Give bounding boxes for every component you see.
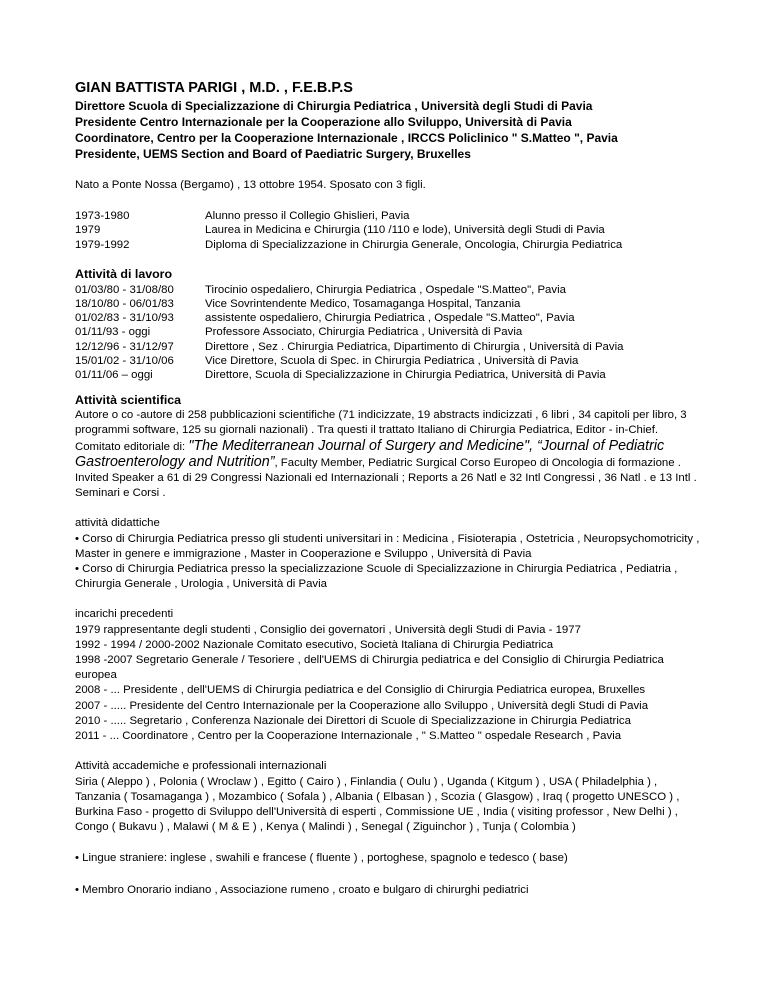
languages-text: • Lingue straniere: inglese , swahili e francese ( fluente ) , portoghese, spagnolo e tedesco ( base) [75,852,568,865]
birth-info: Nato a Ponte Nossa (Bergamo) , 13 ottobre 1954. Sposato con 3 figli. [75,179,426,191]
previous-item: 1992 - 1994 / 2000-2002 Nazionale Comitato esecutivo, Società Italiana di Chirurgia Pediatrica [75,638,554,651]
previous-roles-section [75,607,705,744]
work-text: Vice Sovrintendente Medico, Tosamaganga Hospital, Tanzania [205,298,521,311]
science-text-a: Autore o co -autore di 258 pubblicazioni scientifiche (71 indicizzate, 19 abstracts indicizzati , 6 libri , 34 capitoli per libro, 3 programmi software, 125 su giornali nazionali) . Tra questi il trattato Italiano di Chirurgia Pediatrica, Editor - in-Chief. Comitato editoriale di: [75,409,687,453]
teaching-item: • Corso di Chirurgia Pediatrica presso la specializzazione Scuole di Specializzazione in Chirurgia Pediatrica , Pediatria , Chirurgia Generale , Urologia , Università di Pavia [75,563,678,591]
education-text: Laurea in Medicina e Chirurgia (110 /110 e lode), Università degli Studi di Pavia [205,224,605,237]
international-section [75,759,705,835]
work-text: Tirocinio ospedaliero, Chirurgia Pediatrica , Ospedale "S.Matteo", Pavia [205,283,566,296]
titles-list [75,98,705,162]
cv-page [75,80,705,898]
previous-item: 2011 - ... Coordinatore , Centro per la Cooperazione Internazionale , " S.Matteo " ospedale Research , Pavia [75,730,622,743]
previous-item: 1979 rappresentante degli studenti , Consiglio dei governatori , Università degli Studi di Pavia - 1977 [75,623,581,636]
person-name: GIAN BATTISTA PARIGI , M.D. , F.E.B.P.S [75,80,353,96]
education-date: 1979 [75,224,101,237]
journal-1: "The Mediterranean Journal of Surgery and Medicine" [188,437,530,454]
education-date: 1979-1992 [75,238,130,251]
title-line: Presidente, UEMS Section and Board of Paediatric Surgery, Bruxelles [75,147,471,161]
invited-speaker-text: Invited Speaker a 61 di 29 Congressi Nazionali ed Internazionali ; Reports a 26 Natl e 32 Intl Congressi , 36 Natl . e 13 Intl . Seminari e Corsi . [75,472,697,500]
work-date: 15/01/02 - 31/10/06 [75,354,174,367]
previous-item: 1998 -2007 Segretario Generale / Tesoriere , dell'UEMS di Chirurgia pediatrica e del Consiglio di Chirurgia Pediatrica europea [75,654,664,682]
journal-2: “Journal of Pediatric Gastroenterology and Nutrition” [75,437,665,470]
teaching-section [75,516,705,592]
education-text: Alunno presso il Collegio Ghislieri, Pavia [205,210,410,223]
work-date: 18/10/80 - 06/01/83 [75,298,174,311]
journal-separator: , [529,437,538,454]
work-date: 01/02/83 - 31/10/93 [75,312,174,325]
education-list [75,209,705,252]
teaching-heading: attività didattiche [75,517,160,530]
education-text: Diploma di Specializzazione in Chirurgia Generale, Oncologia, Chirurgia Pediatrica [205,238,623,251]
title-line: Coordinatore, Centro per la Cooperazione Internazionale , IRCCS Policlinico " S.Matteo ", Pavia [75,131,618,145]
work-text: Vice Direttore, Scuola di Spec. in Chirurgia Pediatrica , Università di Pavia [205,354,579,367]
membership-text: • Membro Onorario indiano , Associazione rumeno , croato e bulgaro di chirurghi pediatrici [75,883,529,896]
work-date: 01/11/93 - oggi [75,326,151,339]
work-text: Direttore, Scuola di Specializzazione in Chirurgia Pediatrica, Università di Pavia [205,369,606,382]
work-date: 12/12/96 - 31/12/97 [75,340,174,353]
work-text: Professore Associato, Chirurgia Pediatrica , Università di Pavia [205,326,523,339]
international-text: Siria ( Aleppo ) , Polonia ( Wroclaw ) , Egitto ( Cairo ) , Finlandia ( Oulu ) , Uganda ( Kitgum ) , USA ( Philadelphia ) , Tanzania ( Tosamaganga ) , Mozambico ( Sofala ) , Albania ( Elbasan ) , Scozia ( Glasgow) , Iraq ( progetto UNESCO ) , Burkina Faso - progetto di Sviluppo dell'Università di esperti , Commissione UE , India ( visiting professor , New Delhi ) , Congo ( Bukavu ) , Malawi ( M & E ) , Kenya ( Malindi ) , Senegal ( Ziguinchor ) , Tunja ( Colombia ) [75,775,680,834]
teaching-item: • Corso di Chirurgia Pediatrica presso gli studenti universitari in : Medicina , Fisioterapia , Ostetricia , Neuropsychomotricity , Master in genere e immigrazione , Master in Cooperazione e Sviluppo , Università di Pavia [75,532,700,560]
previous-heading: incarichi precedenti [75,608,174,621]
previous-item: 2007 - ..... Presidente del Centro Internazionale per la Cooperazione allo Sviluppo , Università degli Studi di Pavia [75,699,649,712]
work-text: assistente ospedaliero, Chirurgia Pediatrica , Ospedale "S.Matteo", Pavia [205,312,575,325]
work-list [75,283,705,382]
work-text: Direttore , Sez . Chirurgia Pediatrica, Dipartimento di Chirurgia , Università di Pavia [205,340,624,353]
previous-item: 2008 - ... Presidente , dell'UEMS di Chirurgia pediatrica e del Consiglio di Chirurgia Pediatrica europea, Bruxelles [75,684,646,697]
international-heading: Attività accademiche e professionali internazionali [75,760,327,773]
title-line: Direttore Scuola di Specializzazione di Chirurgia Pediatrica , Università degli Studi di Pavia [75,99,593,113]
work-date: 01/11/06 – oggi [75,369,153,382]
work-date: 01/03/80 - 31/08/80 [75,283,174,296]
work-heading: Attività di lavoro [75,266,173,281]
title-line: Presidente Centro Internazionale per la Cooperazione allo Sviluppo, Università di Pavia [75,115,572,129]
science-heading: Attività scientifica [75,393,182,408]
education-date: 1973-1980 [75,210,130,223]
science-text-b: , Faculty Member, Pediatric Surgical Corso Europeo di Oncologia di formazione . [274,456,681,469]
science-text [75,408,705,471]
previous-item: 2010 - ..... Segretario , Conferenza Nazionale dei Direttori di Scuole di Specializzazione in Chirurgia Pediatrica [75,714,631,727]
